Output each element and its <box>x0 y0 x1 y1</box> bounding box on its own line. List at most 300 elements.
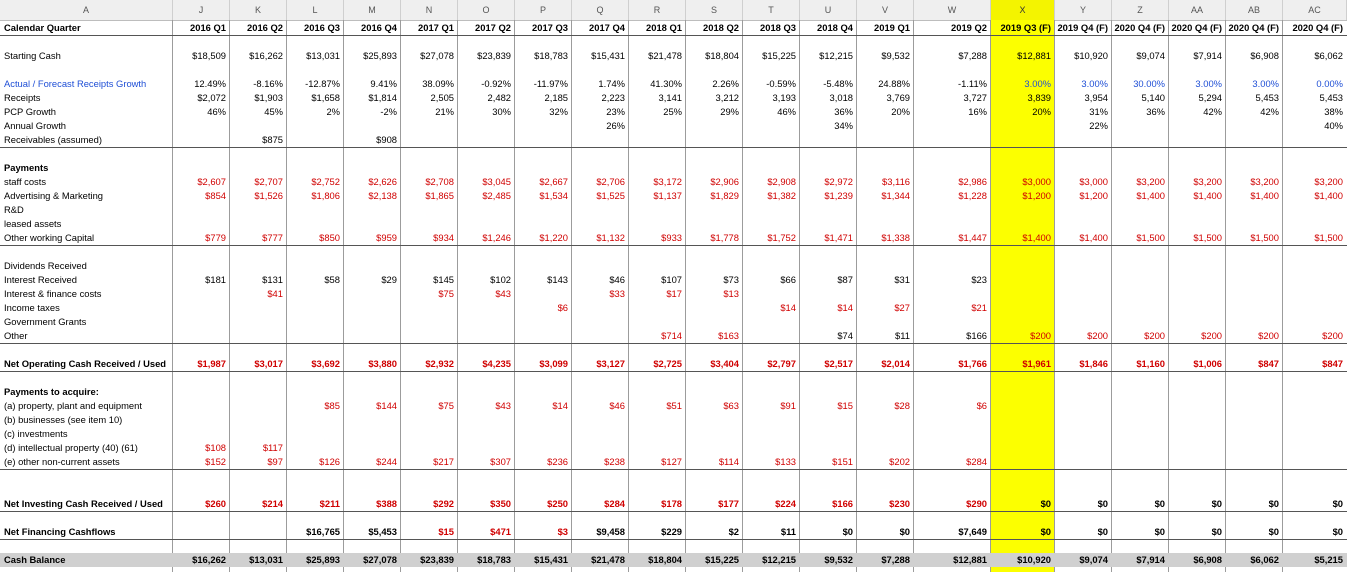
quarter-header-cell[interactable]: 2017 Q2 <box>475 22 511 33</box>
table-cell[interactable]: $1,806 <box>311 190 340 201</box>
table-cell[interactable]: $43 <box>495 400 511 411</box>
table-cell[interactable]: 36% <box>1146 106 1165 117</box>
table-cell[interactable]: $1,344 <box>881 190 910 201</box>
table-cell[interactable]: 2% <box>326 106 340 117</box>
table-cell[interactable]: $11 <box>780 526 796 537</box>
table-cell[interactable]: $2,138 <box>368 190 397 201</box>
table-cell[interactable]: $0 <box>1211 526 1222 537</box>
table-cell[interactable]: $1,525 <box>596 190 625 201</box>
row-label[interactable]: Interest & finance costs <box>4 288 102 299</box>
row-label[interactable]: Other working Capital <box>4 232 95 243</box>
table-cell[interactable]: $21,478 <box>591 554 625 565</box>
table-cell[interactable]: 38% <box>1324 106 1343 117</box>
table-cell[interactable]: $166 <box>966 330 987 341</box>
table-cell[interactable]: $3,000 <box>1022 176 1051 187</box>
table-cell[interactable]: $1,471 <box>824 232 853 243</box>
table-cell[interactable]: $7,914 <box>1136 554 1165 565</box>
table-cell[interactable]: $307 <box>490 456 511 467</box>
column-header-j[interactable]: J <box>173 0 230 20</box>
column-header-z[interactable]: Z <box>1112 0 1169 20</box>
table-cell[interactable]: $260 <box>205 498 226 509</box>
table-cell[interactable]: -1.11% <box>957 78 987 89</box>
table-cell[interactable]: 3,193 <box>772 92 796 103</box>
quarter-header-cell[interactable]: 2016 Q4 <box>361 22 397 33</box>
table-cell[interactable]: $73 <box>723 274 739 285</box>
table-cell[interactable]: $1,766 <box>958 358 987 369</box>
table-cell[interactable]: 3.00% <box>1195 78 1222 89</box>
table-cell[interactable]: $6,908 <box>1193 554 1222 565</box>
table-cell[interactable]: $102 <box>490 274 511 285</box>
table-cell[interactable]: $1,778 <box>710 232 739 243</box>
table-cell[interactable]: $3,017 <box>254 358 283 369</box>
table-cell[interactable]: $224 <box>775 498 796 509</box>
table-cell[interactable]: 40% <box>1324 120 1343 131</box>
table-cell[interactable]: $200 <box>1030 330 1051 341</box>
column-header-k[interactable]: K <box>230 0 287 20</box>
table-cell[interactable]: $350 <box>490 498 511 509</box>
table-cell[interactable]: $0 <box>842 526 853 537</box>
table-cell[interactable]: $23 <box>971 274 987 285</box>
table-cell[interactable]: $27 <box>894 302 910 313</box>
table-cell[interactable]: 42% <box>1260 106 1279 117</box>
table-cell[interactable]: $2,725 <box>653 358 682 369</box>
table-cell[interactable]: 20% <box>891 106 910 117</box>
table-cell[interactable]: $290 <box>966 498 987 509</box>
row-label[interactable]: Cash Balance <box>4 554 66 565</box>
table-cell[interactable]: $0 <box>1268 498 1279 509</box>
table-cell[interactable]: $41 <box>267 288 283 299</box>
table-cell[interactable]: $117 <box>262 442 283 453</box>
table-cell[interactable]: $1,400 <box>1314 190 1343 201</box>
table-cell[interactable]: 2.26% <box>712 78 739 89</box>
table-cell[interactable]: 3,769 <box>886 92 910 103</box>
table-cell[interactable]: $145 <box>433 274 454 285</box>
column-header-aa[interactable]: AA <box>1169 0 1226 20</box>
table-cell[interactable]: 9.41% <box>370 78 397 89</box>
table-cell[interactable]: 1.74% <box>598 78 625 89</box>
table-cell[interactable]: $144 <box>376 400 397 411</box>
table-cell[interactable]: $181 <box>205 274 226 285</box>
table-cell[interactable]: $5,215 <box>1314 554 1343 565</box>
table-cell[interactable]: $1,132 <box>596 232 625 243</box>
table-cell[interactable]: $13,031 <box>306 50 340 61</box>
quarter-header-cell[interactable]: 2017 Q3 <box>532 22 568 33</box>
table-cell[interactable]: $131 <box>262 274 283 285</box>
table-cell[interactable]: $21 <box>971 302 987 313</box>
table-cell[interactable]: 5,294 <box>1198 92 1222 103</box>
table-cell[interactable]: -2% <box>380 106 397 117</box>
row-label[interactable]: Receipts <box>4 92 41 103</box>
table-cell[interactable]: $1,006 <box>1193 358 1222 369</box>
table-cell[interactable]: $12,215 <box>819 50 853 61</box>
table-cell[interactable]: $2,908 <box>767 176 796 187</box>
table-cell[interactable]: 16% <box>968 106 987 117</box>
table-cell[interactable]: $27,078 <box>363 554 397 565</box>
table-cell[interactable]: 2,185 <box>544 92 568 103</box>
table-cell[interactable]: $214 <box>262 498 283 509</box>
table-cell[interactable]: $1,865 <box>425 190 454 201</box>
table-cell[interactable]: $21,478 <box>648 50 682 61</box>
table-cell[interactable]: $1,400 <box>1136 190 1165 201</box>
table-cell[interactable]: $177 <box>718 498 739 509</box>
table-cell[interactable]: $908 <box>376 134 397 145</box>
table-cell[interactable]: $63 <box>723 400 739 411</box>
table-cell[interactable]: $3 <box>557 526 568 537</box>
table-cell[interactable]: 42% <box>1203 106 1222 117</box>
table-cell[interactable]: $0 <box>1040 498 1051 509</box>
column-header-t[interactable]: T <box>743 0 800 20</box>
row-label[interactable]: (e) other non-current assets <box>4 456 120 467</box>
column-header-u[interactable]: U <box>800 0 857 20</box>
table-cell[interactable]: 5,140 <box>1141 92 1165 103</box>
table-cell[interactable]: $18,509 <box>192 50 226 61</box>
table-cell[interactable]: -5.48% <box>823 78 853 89</box>
row-label[interactable]: Income taxes <box>4 302 60 313</box>
table-cell[interactable]: $1,400 <box>1250 190 1279 201</box>
table-cell[interactable]: $1,500 <box>1314 232 1343 243</box>
column-header-m[interactable]: M <box>344 0 401 20</box>
table-cell[interactable]: $166 <box>832 498 853 509</box>
table-cell[interactable]: $18,804 <box>705 50 739 61</box>
table-cell[interactable]: $43 <box>495 288 511 299</box>
table-cell[interactable]: $292 <box>433 498 454 509</box>
table-cell[interactable]: $847 <box>1322 358 1343 369</box>
table-cell[interactable]: $202 <box>889 456 910 467</box>
table-cell[interactable]: $236 <box>547 456 568 467</box>
table-cell[interactable]: 3,839 <box>1027 92 1051 103</box>
table-cell[interactable]: $3,045 <box>482 176 511 187</box>
table-cell[interactable]: 22% <box>1089 120 1108 131</box>
table-cell[interactable]: 3,212 <box>715 92 739 103</box>
table-cell[interactable]: $1,846 <box>1079 358 1108 369</box>
table-cell[interactable]: $46 <box>609 400 625 411</box>
table-cell[interactable]: $1,752 <box>767 232 796 243</box>
table-cell[interactable]: $14 <box>780 302 796 313</box>
table-cell[interactable]: $163 <box>718 330 739 341</box>
table-cell[interactable]: $2,986 <box>958 176 987 187</box>
row-label[interactable]: Dividends Received <box>4 260 87 271</box>
table-cell[interactable]: 29% <box>720 106 739 117</box>
table-cell[interactable]: $7,649 <box>958 526 987 537</box>
table-cell[interactable]: $16,262 <box>249 50 283 61</box>
table-cell[interactable]: $126 <box>319 456 340 467</box>
table-cell[interactable]: 3.00% <box>1081 78 1108 89</box>
table-cell[interactable]: $1,500 <box>1136 232 1165 243</box>
table-cell[interactable]: $959 <box>376 232 397 243</box>
table-cell[interactable]: $18,804 <box>648 554 682 565</box>
table-cell[interactable]: 3.00% <box>1252 78 1279 89</box>
row-label[interactable]: Advertising & Marketing <box>4 190 104 201</box>
table-cell[interactable]: $229 <box>661 526 682 537</box>
table-cell[interactable]: $1,987 <box>197 358 226 369</box>
table-cell[interactable]: $847 <box>1258 358 1279 369</box>
column-header-p[interactable]: P <box>515 0 572 20</box>
table-cell[interactable]: $10,920 <box>1074 50 1108 61</box>
table-cell[interactable]: $33 <box>609 288 625 299</box>
table-cell[interactable]: $934 <box>433 232 454 243</box>
table-cell[interactable]: $200 <box>1258 330 1279 341</box>
table-cell[interactable]: $200 <box>1087 330 1108 341</box>
table-cell[interactable]: $217 <box>433 456 454 467</box>
table-cell[interactable]: 34% <box>834 120 853 131</box>
table-cell[interactable]: $2,072 <box>197 92 226 103</box>
table-cell[interactable]: 46% <box>207 106 226 117</box>
table-cell[interactable]: 5,453 <box>1255 92 1279 103</box>
table-cell[interactable]: $1,500 <box>1193 232 1222 243</box>
table-cell[interactable]: $143 <box>547 274 568 285</box>
table-cell[interactable]: $27,078 <box>420 50 454 61</box>
table-cell[interactable]: 3,018 <box>829 92 853 103</box>
table-cell[interactable]: $151 <box>832 456 853 467</box>
table-cell[interactable]: $29 <box>381 274 397 285</box>
table-cell[interactable]: 12.49% <box>194 78 226 89</box>
table-cell[interactable]: -0.92% <box>481 78 511 89</box>
table-cell[interactable]: $1,200 <box>1079 190 1108 201</box>
table-cell[interactable]: $108 <box>205 442 226 453</box>
quarter-header-cell[interactable]: 2017 Q4 <box>589 22 625 33</box>
row-label[interactable]: Interest Received <box>4 274 77 285</box>
row-label[interactable]: Government Grants <box>4 316 87 327</box>
table-cell[interactable]: $9,458 <box>596 526 625 537</box>
table-cell[interactable]: $6,908 <box>1250 50 1279 61</box>
table-cell[interactable]: $2,626 <box>368 176 397 187</box>
table-cell[interactable]: $2,607 <box>197 176 226 187</box>
table-cell[interactable]: $2,667 <box>539 176 568 187</box>
table-cell[interactable]: -11.97% <box>533 78 568 89</box>
row-label[interactable]: R&D <box>4 204 24 215</box>
table-cell[interactable]: $97 <box>267 456 283 467</box>
table-cell[interactable]: $9,074 <box>1136 50 1165 61</box>
quarter-header-cell[interactable]: 2020 Q4 (F) <box>1228 22 1279 33</box>
table-cell[interactable]: $16,765 <box>306 526 340 537</box>
table-cell[interactable]: $16,262 <box>192 554 226 565</box>
table-cell[interactable]: $2,485 <box>482 190 511 201</box>
quarter-header-cell[interactable]: 2016 Q3 <box>304 22 340 33</box>
column-header-ab[interactable]: AB <box>1226 0 1283 20</box>
table-cell[interactable]: $3,200 <box>1250 176 1279 187</box>
table-cell[interactable]: $854 <box>205 190 226 201</box>
table-cell[interactable]: $1,382 <box>767 190 796 201</box>
table-cell[interactable]: $1,500 <box>1250 232 1279 243</box>
table-cell[interactable]: $51 <box>666 400 682 411</box>
table-cell[interactable]: $933 <box>661 232 682 243</box>
table-cell[interactable]: $74 <box>837 330 853 341</box>
table-cell[interactable]: $28 <box>894 400 910 411</box>
table-cell[interactable]: $1,400 <box>1193 190 1222 201</box>
table-cell[interactable]: $9,532 <box>824 554 853 565</box>
table-cell[interactable]: $0 <box>899 526 910 537</box>
table-cell[interactable]: 2,505 <box>430 92 454 103</box>
table-cell[interactable]: $200 <box>1322 330 1343 341</box>
row-label[interactable]: Actual / Forecast Receipts Growth <box>4 78 147 89</box>
table-cell[interactable]: $1,829 <box>710 190 739 201</box>
column-header-s[interactable]: S <box>686 0 743 20</box>
table-cell[interactable]: 20% <box>1032 106 1051 117</box>
column-header-q[interactable]: Q <box>572 0 629 20</box>
column-header-ac[interactable]: AC <box>1283 0 1347 20</box>
table-cell[interactable]: 3.00% <box>1024 78 1051 89</box>
table-cell[interactable]: $2,752 <box>311 176 340 187</box>
table-cell[interactable]: $9,532 <box>881 50 910 61</box>
table-cell[interactable]: $777 <box>262 232 283 243</box>
table-cell[interactable]: $46 <box>609 274 625 285</box>
quarter-header-cell[interactable]: 2018 Q2 <box>703 22 739 33</box>
table-cell[interactable]: $12,881 <box>1017 50 1051 61</box>
table-cell[interactable]: $388 <box>376 498 397 509</box>
table-cell[interactable]: $284 <box>604 498 625 509</box>
table-cell[interactable]: $0 <box>1040 526 1051 537</box>
row-label[interactable]: (b) businesses (see item 10) <box>4 414 123 425</box>
table-cell[interactable]: $7,288 <box>881 554 910 565</box>
table-cell[interactable]: $2,972 <box>824 176 853 187</box>
row-label[interactable]: (a) property, plant and equipment <box>4 400 142 411</box>
column-header-r[interactable]: R <box>629 0 686 20</box>
row-label[interactable]: Annual Growth <box>4 120 67 131</box>
column-header-w[interactable]: W <box>914 0 991 20</box>
table-cell[interactable]: $0 <box>1154 526 1165 537</box>
table-cell[interactable]: $127 <box>661 456 682 467</box>
quarter-header-cell[interactable]: 2018 Q4 <box>817 22 853 33</box>
table-cell[interactable]: 30.00% <box>1133 78 1165 89</box>
row-label[interactable]: Starting Cash <box>4 50 61 61</box>
table-cell[interactable]: $875 <box>262 134 283 145</box>
row-label[interactable]: Receivables (assumed) <box>4 134 102 145</box>
table-cell[interactable]: $1,220 <box>539 232 568 243</box>
table-cell[interactable]: $18,783 <box>477 554 511 565</box>
table-cell[interactable]: $200 <box>1144 330 1165 341</box>
table-cell[interactable]: $0 <box>1332 498 1343 509</box>
table-cell[interactable]: $3,172 <box>653 176 682 187</box>
table-cell[interactable]: $11 <box>895 330 910 341</box>
quarter-header-cell[interactable]: 2019 Q1 <box>874 22 910 33</box>
column-header-n[interactable]: N <box>401 0 458 20</box>
table-cell[interactable]: 21% <box>435 106 454 117</box>
row-label[interactable]: Net Investing Cash Received / Used <box>4 498 163 509</box>
table-cell[interactable]: $1,228 <box>958 190 987 201</box>
table-cell[interactable]: $107 <box>661 274 682 285</box>
table-cell[interactable]: $714 <box>661 330 682 341</box>
table-cell[interactable]: $6 <box>557 302 568 313</box>
table-cell[interactable]: $2 <box>728 526 739 537</box>
table-cell[interactable]: $66 <box>780 274 796 285</box>
table-cell[interactable]: $6 <box>976 400 987 411</box>
table-cell[interactable]: $7,914 <box>1193 50 1222 61</box>
table-cell[interactable]: $1,200 <box>1022 190 1051 201</box>
table-cell[interactable]: 3,727 <box>963 92 987 103</box>
table-cell[interactable]: $15 <box>438 526 454 537</box>
table-cell[interactable]: $2,517 <box>824 358 853 369</box>
column-header-y[interactable]: Y <box>1055 0 1112 20</box>
table-cell[interactable]: $1,239 <box>824 190 853 201</box>
table-cell[interactable]: $1,814 <box>368 92 397 103</box>
table-cell[interactable]: $2,797 <box>767 358 796 369</box>
table-cell[interactable]: $0 <box>1211 498 1222 509</box>
table-cell[interactable]: $3,116 <box>882 176 910 187</box>
table-cell[interactable]: $23,839 <box>420 554 454 565</box>
table-cell[interactable]: $1,961 <box>1022 358 1051 369</box>
quarter-header-cell[interactable]: 2016 Q1 <box>190 22 226 33</box>
quarter-header-cell[interactable]: 2018 Q3 <box>760 22 796 33</box>
table-cell[interactable]: $2,708 <box>425 176 454 187</box>
quarter-header-cell[interactable]: 2017 Q1 <box>418 22 454 33</box>
table-cell[interactable]: 3,141 <box>658 92 682 103</box>
table-cell[interactable]: 31% <box>1089 106 1108 117</box>
table-cell[interactable]: 0.00% <box>1316 78 1343 89</box>
table-cell[interactable]: $5,453 <box>368 526 397 537</box>
table-cell[interactable]: $0 <box>1154 498 1165 509</box>
table-cell[interactable]: 38.09% <box>422 78 454 89</box>
table-cell[interactable]: $15,431 <box>534 554 568 565</box>
table-cell[interactable]: -12.87% <box>305 78 340 89</box>
column-header-l[interactable]: L <box>287 0 344 20</box>
table-cell[interactable]: $31 <box>894 274 910 285</box>
table-cell[interactable]: $15,225 <box>762 50 796 61</box>
row-label[interactable]: Other <box>4 330 28 341</box>
table-cell[interactable]: $85 <box>324 400 340 411</box>
table-cell[interactable]: $2,706 <box>596 176 625 187</box>
table-cell[interactable]: $244 <box>376 456 397 467</box>
table-cell[interactable]: $13,031 <box>249 554 283 565</box>
column-header-x[interactable]: X <box>991 0 1055 20</box>
column-header-o[interactable]: O <box>458 0 515 20</box>
table-cell[interactable]: $1,658 <box>311 92 340 103</box>
table-cell[interactable]: $0 <box>1097 498 1108 509</box>
table-cell[interactable]: $2,932 <box>425 358 454 369</box>
table-cell[interactable]: $23,839 <box>477 50 511 61</box>
table-cell[interactable]: 24.88% <box>878 78 910 89</box>
table-cell[interactable]: $9,074 <box>1079 554 1108 565</box>
table-cell[interactable]: $1,526 <box>254 190 283 201</box>
table-cell[interactable]: $75 <box>438 400 454 411</box>
table-cell[interactable]: $3,880 <box>368 358 397 369</box>
table-cell[interactable]: $4,235 <box>482 358 511 369</box>
table-cell[interactable]: $1,400 <box>1022 232 1051 243</box>
table-cell[interactable]: $250 <box>547 498 568 509</box>
table-cell[interactable]: $25,893 <box>363 50 397 61</box>
table-cell[interactable]: $1,338 <box>881 232 910 243</box>
table-cell[interactable]: $58 <box>324 274 340 285</box>
table-cell[interactable]: $17 <box>666 288 682 299</box>
table-cell[interactable]: $3,200 <box>1314 176 1343 187</box>
table-cell[interactable]: 45% <box>264 106 283 117</box>
table-cell[interactable]: $850 <box>319 232 340 243</box>
table-cell[interactable]: $200 <box>1201 330 1222 341</box>
quarter-header-cell[interactable]: 2019 Q3 (F) <box>1000 22 1051 33</box>
table-cell[interactable]: $3,404 <box>710 358 739 369</box>
table-cell[interactable]: $3,127 <box>596 358 625 369</box>
row-label[interactable]: Calendar Quarter <box>4 22 81 33</box>
table-cell[interactable]: $91 <box>780 400 796 411</box>
quarter-header-cell[interactable]: 2020 Q4 (F) <box>1292 22 1343 33</box>
table-cell[interactable]: $114 <box>718 456 739 467</box>
table-cell[interactable]: -8.16% <box>253 78 283 89</box>
table-cell[interactable]: $15,225 <box>705 554 739 565</box>
table-cell[interactable]: $152 <box>205 456 226 467</box>
quarter-header-cell[interactable]: 2020 Q4 (F) <box>1171 22 1222 33</box>
row-label[interactable]: Net Financing Cashflows <box>4 526 116 537</box>
table-cell[interactable]: $471 <box>490 526 511 537</box>
table-cell[interactable]: $1,534 <box>539 190 568 201</box>
table-cell[interactable]: 36% <box>834 106 853 117</box>
table-cell[interactable]: $75 <box>438 288 454 299</box>
table-cell[interactable]: $238 <box>604 456 625 467</box>
quarter-header-cell[interactable]: 2020 Q4 (F) <box>1114 22 1165 33</box>
row-label[interactable]: PCP Growth <box>4 106 56 117</box>
table-cell[interactable]: $12,215 <box>762 554 796 565</box>
row-label[interactable]: (d) intellectual property (40) (61) <box>4 442 138 453</box>
table-cell[interactable]: $3,000 <box>1079 176 1108 187</box>
table-cell[interactable]: $0 <box>1097 526 1108 537</box>
